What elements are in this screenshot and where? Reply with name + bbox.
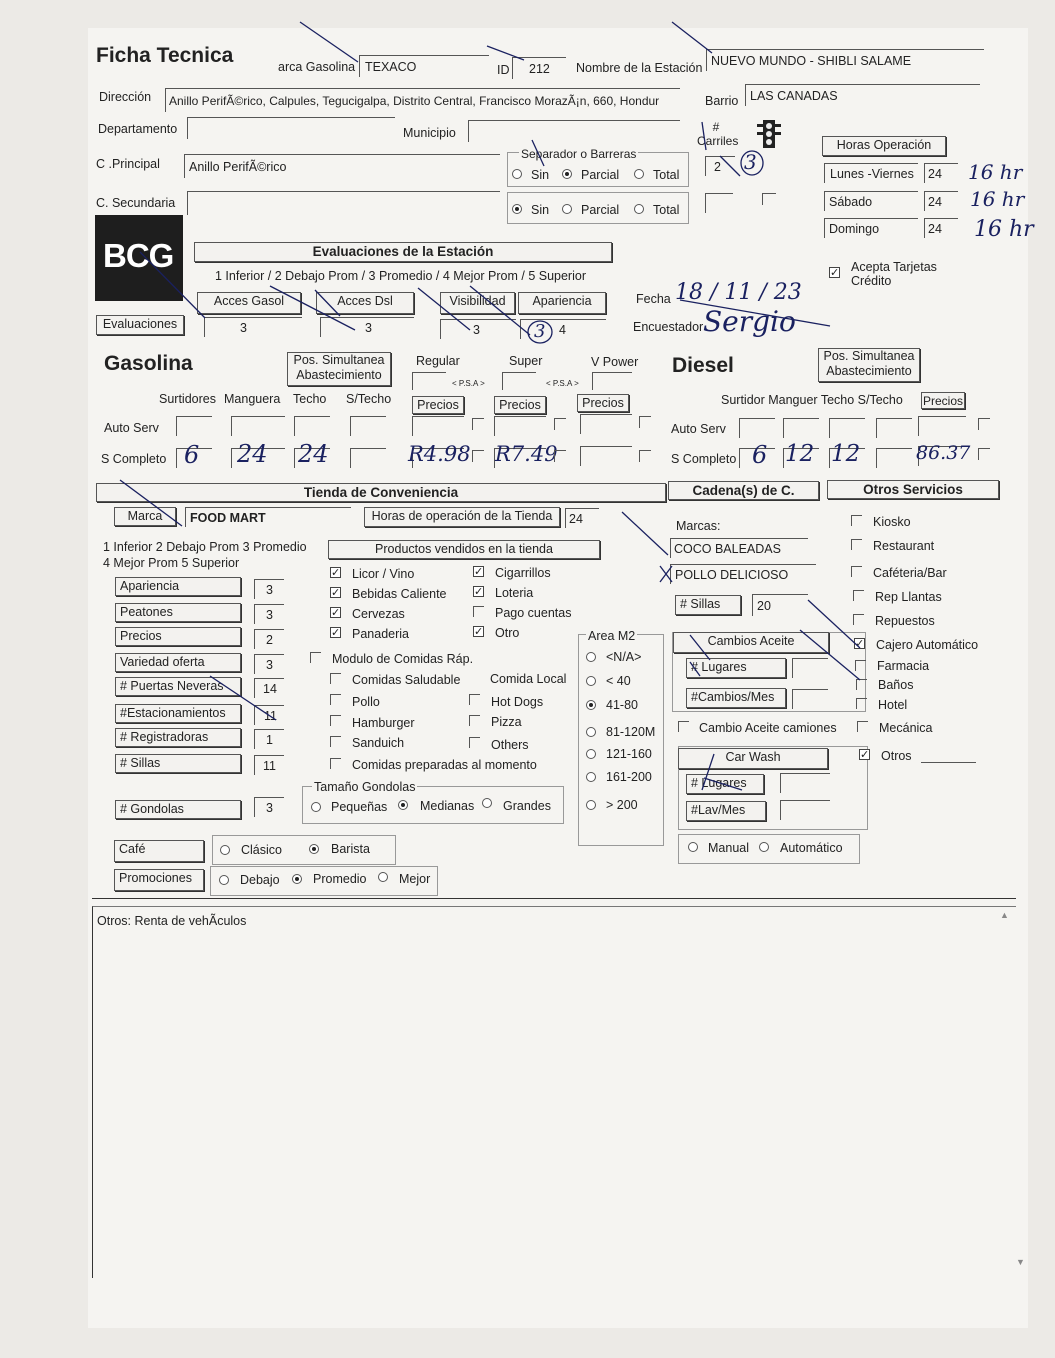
metric-peatones-label: Peatones <box>115 603 241 622</box>
grandes-label: Grandes <box>503 799 551 813</box>
super-label: Super <box>509 354 543 368</box>
promedio-label: Promedio <box>313 872 367 886</box>
visibilidad-hand: 3 <box>534 321 546 342</box>
marca2-field[interactable]: POLLO DELICIOSO <box>670 564 816 584</box>
manual-radio[interactable] <box>688 842 698 852</box>
clasico-radio[interactable] <box>220 845 230 855</box>
id-label: ID <box>497 63 510 77</box>
area-81-120-label: 81-120M <box>606 725 656 739</box>
horas-sabado-field[interactable]: 24 <box>924 191 958 211</box>
notes-text: Otros: Renta de vehÃculos <box>97 914 247 928</box>
gasolina-title: Gasolina <box>104 352 193 375</box>
licor-checkbox[interactable]: ✓ <box>331 567 341 579</box>
cigarrillos-label: Cigarrillos <box>495 566 551 580</box>
psa-label: < P.S.A > <box>546 379 579 388</box>
sc-surtidores-hand: 6 <box>184 441 200 469</box>
metric-apariencia-label: Apariencia <box>115 577 241 596</box>
repuestos-checkbox[interactable] <box>853 614 864 625</box>
s-completo-label: S Completo <box>101 452 167 466</box>
marca1-field[interactable]: COCO BALEADAS <box>670 538 808 558</box>
diesel-cols-label: Surtidor Manguer Techo S/Techo <box>721 393 903 407</box>
diesel-sc-check[interactable] <box>978 448 990 460</box>
carriles2-check[interactable] <box>762 193 776 205</box>
promedio-radio[interactable] <box>292 874 302 884</box>
separador1-sin-radio[interactable] <box>512 169 522 179</box>
carriles2-field[interactable] <box>705 193 733 213</box>
vpower-psa-field[interactable] <box>592 372 632 390</box>
area-41-80-radio[interactable] <box>586 700 596 710</box>
banos-checkbox[interactable] <box>856 679 867 690</box>
scroll-down-icon[interactable]: ▼ <box>1016 1257 1025 1267</box>
municipio-label: Municipio <box>403 126 456 140</box>
encuestador-hand: Sergio <box>703 305 796 338</box>
diesel-sc-precio-hand: 86.37 <box>916 442 971 464</box>
area-na-radio[interactable] <box>586 652 596 662</box>
diesel-sc-manguer-hand: 12 <box>785 441 815 467</box>
rep-llantas-checkbox[interactable] <box>853 590 864 601</box>
acces-dsl-header: Acces Dsl <box>316 292 414 314</box>
evaluaciones-label: Evaluaciones <box>96 315 184 335</box>
diesel-sc-surtidor-hand: 6 <box>752 441 768 469</box>
encuestador-label: Encuestador <box>633 320 704 334</box>
restaurant-checkbox[interactable] <box>851 539 862 550</box>
manual-label: Manual <box>708 841 749 855</box>
tienda-marca-field[interactable]: FOOD MART <box>185 507 351 527</box>
tienda-horas-label: Horas de operación de la Tienda <box>364 507 560 527</box>
diesel-pos-sim: Pos. Simultanea Abastecimiento <box>818 348 920 382</box>
loteria-checkbox[interactable]: ✓ <box>474 586 484 598</box>
diesel-auto-check[interactable] <box>978 418 990 430</box>
metric-registradoras-field[interactable]: 1 <box>254 729 284 749</box>
horas-domingo-hand: 16 hr <box>974 217 1034 242</box>
horas-lunes-label: Lunes -Viernes <box>824 163 918 183</box>
metric-estacionamientos-label: #Estacionamientos <box>115 704 241 723</box>
diesel-auto-surtidor[interactable] <box>739 418 775 438</box>
area-title: Area M2 <box>588 629 636 643</box>
horas-lunes-hand: 16 hr <box>968 160 1023 184</box>
otro-label: Otro <box>495 626 520 640</box>
horas-sabado-label: Sábado <box>824 191 918 211</box>
horas-domingo-label: Domingo <box>824 218 918 238</box>
preparadas-label: Comidas preparadas al momento <box>352 758 537 772</box>
direccion-field[interactable]: Anillo PerifÃ©rico, Calpules, Tegucigalpa, Distrito Central, Francisco MorazÃ¡n, 660, Hondur <box>165 88 680 112</box>
modulo-label: Modulo de Comidas Ráp. <box>332 652 474 666</box>
otros-line <box>921 762 976 763</box>
cambios-aceite-label: Cambios Aceite <box>673 632 829 653</box>
precios-regular: Precios <box>412 396 464 414</box>
hotdogs-label: Hot Dogs <box>491 695 544 709</box>
separador-title: Separador o Barreras <box>521 147 637 161</box>
farmacia-checkbox[interactable] <box>855 660 866 671</box>
auto-super-check[interactable] <box>554 418 566 430</box>
area-41-80-label: 41-80 <box>606 698 638 712</box>
metric-variedad-field[interactable]: 3 <box>254 654 284 674</box>
cprincipal-field[interactable]: Anillo PerifÃ©rico <box>184 154 500 178</box>
tienda-marca-label: Marca <box>114 507 176 526</box>
total-label: Total <box>653 168 680 182</box>
pago-cuentas-label: Pago cuentas <box>495 606 572 620</box>
area-200-label: > 200 <box>606 798 638 812</box>
others-checkbox[interactable] <box>469 737 480 748</box>
sc-stecho[interactable] <box>350 448 386 468</box>
sc-regular-check[interactable] <box>472 450 484 462</box>
debajo-label: Debajo <box>240 873 280 887</box>
area-40-radio[interactable] <box>586 676 596 686</box>
barrio-label: Barrio <box>705 94 739 108</box>
cafeteria-checkbox[interactable] <box>851 566 862 577</box>
sc-vpower[interactable] <box>580 446 632 466</box>
psa-label: < P.S.A > <box>452 379 485 388</box>
clasico-label: Clásico <box>241 843 282 857</box>
marca-field[interactable]: TEXACO <box>359 55 489 77</box>
precios-vpower: Precios <box>577 394 629 412</box>
area-40-label: < 40 <box>606 674 631 688</box>
cigarrillos-checkbox[interactable]: ✓ <box>474 566 484 578</box>
medianas-label: Medianas <box>420 799 475 813</box>
marcas-label: Marcas: <box>676 519 721 533</box>
barista-radio[interactable] <box>309 844 319 854</box>
metric-gondolas-field[interactable]: 3 <box>254 797 284 817</box>
loteria-label: Loteria <box>495 586 534 600</box>
cervezas-checkbox[interactable]: ✓ <box>331 607 341 619</box>
otro-checkbox[interactable]: ✓ <box>474 626 484 638</box>
saludable-label: Comidas Saludable <box>352 673 461 687</box>
diesel-title: Diesel <box>672 354 734 377</box>
horas-sabado-hand: 16 hr <box>970 187 1025 211</box>
diesel-auto-manguer[interactable] <box>783 418 819 438</box>
cambios-lugares-label: # Lugares <box>686 658 786 678</box>
regular-psa-field[interactable] <box>412 372 446 390</box>
metric-puertas-label: # Puertas Neveras <box>115 677 241 696</box>
apariencia-header: Apariencia <box>518 292 606 314</box>
traffic-light-icon <box>755 118 783 150</box>
stecho-label: S/Techo <box>346 392 392 406</box>
sc-vpower-check[interactable] <box>639 450 651 462</box>
diesel-precios: Precios <box>922 394 963 408</box>
auto-regular-check[interactable] <box>472 418 484 430</box>
area-161-200-radio[interactable] <box>586 772 596 782</box>
carriles-label: # Carriles <box>697 120 739 148</box>
sc-super-check[interactable] <box>554 450 566 462</box>
metric-sillas-label: # Sillas <box>115 754 241 773</box>
carwash-lugares-label: # Lugares <box>686 774 764 794</box>
form-title: Ficha Tecnica <box>96 44 234 67</box>
productos-title: Productos vendidos en la tienda <box>328 540 600 559</box>
hotel-label: Hotel <box>878 698 908 712</box>
metric-puertas-field[interactable]: 14 <box>254 678 284 698</box>
sanduich-label: Sanduich <box>352 736 405 750</box>
saludable-checkbox[interactable] <box>330 673 341 684</box>
evaluaciones-scale: 1 Inferior / 2 Debajo Prom / 3 Promedio / 4 Mejor Prom / 5 Superior <box>215 269 586 283</box>
departamento-field[interactable] <box>187 117 395 139</box>
sc-techo-hand: 24 <box>298 440 329 468</box>
fecha-label: Fecha <box>636 292 671 306</box>
barista-label: Barista <box>331 842 370 856</box>
automatico-label: Automático <box>780 841 843 855</box>
cafe-label: Café <box>114 840 204 862</box>
estacion-field[interactable]: NUEVO MUNDO - SHIBLI SALAME <box>706 49 984 71</box>
direccion-label: Dirección <box>99 90 152 104</box>
pizza-label: Pizza <box>491 715 522 729</box>
visibilidad-header: Visibilidad <box>440 292 515 314</box>
camiones-label: Cambio Aceite camiones <box>699 721 837 735</box>
comida-local-label: Comida Local <box>490 672 567 686</box>
restaurant-label: Restaurant <box>873 539 935 553</box>
area-200-radio[interactable] <box>586 800 596 810</box>
pago-cuentas-checkbox[interactable] <box>473 606 484 617</box>
lav-mes-field[interactable] <box>780 800 830 820</box>
sin-label: Sin <box>531 203 550 217</box>
diesel-auto-precio[interactable] <box>918 416 966 436</box>
area-na-label: <N/A> <box>606 650 642 664</box>
metric-sillas-field[interactable]: 11 <box>254 755 284 775</box>
rep-llantas-label: Rep Llantas <box>875 590 942 604</box>
bebidas-checkbox[interactable]: ✓ <box>331 587 341 599</box>
grandes-radio[interactable] <box>482 798 492 808</box>
cajero-checkbox[interactable]: ✓ <box>855 638 865 650</box>
hotdogs-checkbox[interactable] <box>469 694 480 705</box>
diesel-auto-techo[interactable] <box>829 418 865 438</box>
area-121-160-radio[interactable] <box>586 749 596 759</box>
acces-gasol-header: Acces Gasol <box>197 292 301 314</box>
cprincipal-label: C .Principal <box>96 157 160 171</box>
carriles-hand: 3 <box>744 150 757 174</box>
metric-gondolas-label: # Gondolas <box>115 800 241 819</box>
marca-label: arca Gasolina <box>278 60 356 74</box>
tienda-scale1: 1 Inferior 2 Debajo Prom 3 Promedio <box>103 540 307 554</box>
farmacia-label: Farmacia <box>877 659 930 673</box>
tienda-scale2: 4 Mejor Prom 5 Superior <box>103 556 240 570</box>
pizza-checkbox[interactable] <box>469 715 480 726</box>
cajero-label: Cajero Automático <box>876 638 979 652</box>
auto-super[interactable] <box>494 416 546 436</box>
sc-super-hand: R7.49 <box>495 442 558 466</box>
horas-domingo-field[interactable]: 24 <box>924 218 958 238</box>
auto-techo[interactable] <box>294 416 330 436</box>
metric-estacionamientos-field[interactable]: 11 <box>254 705 284 725</box>
otros-servicios-title: Otros Servicios <box>827 480 999 499</box>
metric-peatones-field[interactable]: 3 <box>254 604 284 624</box>
auto-vpower-check[interactable] <box>639 416 651 428</box>
barrio-field[interactable]: LAS CANADAS <box>745 84 980 106</box>
pollo-label: Pollo <box>352 695 380 709</box>
carriles-field[interactable]: 2 <box>705 156 735 176</box>
area-group <box>578 634 664 846</box>
carwash-label: Car Wash <box>678 748 828 769</box>
regular-label: Regular <box>416 354 460 368</box>
separador1-total-radio[interactable] <box>634 169 644 179</box>
cambios-mes-field[interactable] <box>792 689 828 709</box>
bcg-logo: BCG <box>95 215 183 301</box>
cervezas-label: Cervezas <box>352 607 405 621</box>
panaderia-label: Panaderia <box>352 627 409 641</box>
metric-precios-label: Precios <box>115 627 241 646</box>
auto-serv-label: Auto Serv <box>104 421 159 435</box>
csecundaria-field[interactable] <box>187 191 500 215</box>
bebidas-label: Bebidas Caliente <box>352 587 447 601</box>
pequenas-radio[interactable] <box>311 802 321 812</box>
medianas-radio[interactable] <box>398 800 408 810</box>
metric-apariencia-field[interactable]: 3 <box>254 579 284 599</box>
others-label: Others <box>491 738 529 752</box>
panaderia-checkbox[interactable]: ✓ <box>331 627 341 639</box>
mejor-label: Mejor <box>399 872 431 886</box>
licor-label: Licor / Vino <box>352 567 415 581</box>
diesel-sc-techo-hand: 12 <box>831 441 861 467</box>
hotel-checkbox[interactable] <box>856 698 867 709</box>
scroll-up-icon[interactable]: ▲ <box>1000 910 1009 920</box>
gasolina-pos-sim: Pos. Simultanea Abastecimiento <box>287 352 391 386</box>
tamano-label: Tamaño Gondolas <box>314 780 416 794</box>
tienda-title: Tienda de Conveniencia <box>96 483 666 502</box>
separador2-parcial-radio[interactable] <box>562 204 572 214</box>
separador1-parcial-radio[interactable] <box>562 169 572 179</box>
diesel-auto-stecho[interactable] <box>876 418 912 438</box>
metric-registradoras-label: # Registradoras <box>115 728 241 747</box>
surtidores-label: Surtidores <box>159 392 216 406</box>
vpower-label: V Power <box>591 355 639 369</box>
cadena-title: Cadena(s) de C. <box>668 481 819 500</box>
cambios-mes-label: #Cambios/Mes <box>686 688 786 708</box>
cafeteria-label: Caféteria/Bar <box>873 566 947 580</box>
departamento-label: Departamento <box>98 122 178 136</box>
auto-stecho[interactable] <box>350 416 386 436</box>
visibilidad-field[interactable]: 3 <box>440 319 516 339</box>
municipio-field[interactable] <box>468 120 680 142</box>
auto-surtidores[interactable] <box>176 416 212 436</box>
cambios-lugares-field[interactable] <box>792 658 828 678</box>
sc-manguera-hand: 24 <box>237 440 268 468</box>
id-field[interactable]: 212 <box>512 57 566 79</box>
sc-regular-hand: R4.98 <box>408 442 471 466</box>
camiones-checkbox[interactable] <box>678 721 689 732</box>
hamburger-label: Hamburger <box>352 716 415 730</box>
csecundaria-label: C. Secundaria <box>96 196 176 210</box>
super-psa-field[interactable] <box>502 372 536 390</box>
automatico-radio[interactable] <box>759 842 769 852</box>
debajo-radio[interactable] <box>219 875 229 885</box>
fecha-hand: 18 / 11 / 23 <box>675 280 802 305</box>
total-label: Total <box>653 203 680 217</box>
mecanica-label: Mecánica <box>879 721 933 735</box>
separador2-total-radio[interactable] <box>634 204 644 214</box>
tarjetas-checkbox[interactable]: ✓ <box>830 267 840 279</box>
carwash-lugares-field[interactable] <box>780 773 830 793</box>
tienda-horas-field[interactable]: 24 <box>565 508 599 528</box>
auto-vpower[interactable] <box>580 414 632 434</box>
notes-textarea[interactable] <box>92 906 1016 1278</box>
estacion-label: Nombre de la Estación <box>576 61 703 75</box>
parcial-label: Parcial <box>581 168 620 182</box>
hamburger-checkbox[interactable] <box>330 715 341 726</box>
diesel-s-completo-label: S Completo <box>671 452 737 466</box>
precios-super: Precios <box>494 396 546 414</box>
evaluaciones-title: Evaluaciones de la Estación <box>194 242 612 262</box>
auto-regular[interactable] <box>412 416 464 436</box>
banos-label: Baños <box>878 678 914 692</box>
parcial-label: Parcial <box>581 203 620 217</box>
manguera-label: Manguera <box>224 392 281 406</box>
auto-manguera[interactable] <box>231 416 285 436</box>
modulo-checkbox[interactable] <box>310 652 321 663</box>
otros-label: Otros <box>881 749 912 763</box>
horas-lunes-field[interactable]: 24 <box>924 163 958 183</box>
diesel-sc-stecho[interactable] <box>876 448 912 468</box>
sin-label: Sin <box>531 168 550 182</box>
preparadas-checkbox[interactable] <box>330 758 341 769</box>
acces-dsl-field[interactable]: 3 <box>320 317 414 337</box>
promociones-label: Promociones <box>114 869 204 891</box>
repuestos-label: Repuestos <box>875 614 935 628</box>
mejor-radio[interactable] <box>378 872 388 882</box>
cadena-sillas-label: # Sillas <box>675 595 741 615</box>
pollo-checkbox[interactable] <box>330 694 341 705</box>
kiosko-label: Kiosko <box>873 515 911 529</box>
techo-label: Techo <box>293 392 327 406</box>
horas-title: Horas Operación <box>822 136 946 156</box>
area-161-200-label: 161-200 <box>606 770 652 784</box>
metric-variedad-label: Variedad oferta <box>115 653 241 672</box>
acces-gasol-field[interactable]: 3 <box>204 317 302 337</box>
area-121-160-label: 121-160 <box>606 747 652 761</box>
lav-mes-label: #Lav/Mes <box>686 801 766 821</box>
apariencia-field[interactable]: 4 <box>520 319 606 339</box>
pequenas-label: Pequeñas <box>331 800 388 814</box>
cadena-sillas-field[interactable]: 20 <box>752 594 808 616</box>
tarjetas-label: Acepta Tarjetas Crédito <box>851 260 937 288</box>
sanduich-checkbox[interactable] <box>330 736 341 747</box>
diesel-auto-serv-label: Auto Serv <box>671 422 726 436</box>
metric-precios-field[interactable]: 2 <box>254 629 284 649</box>
otros-checkbox[interactable]: ✓ <box>860 749 870 761</box>
notes-divider <box>92 898 1016 899</box>
area-81-120-radio[interactable] <box>586 727 596 737</box>
mecanica-checkbox[interactable] <box>857 721 868 732</box>
separador2-sin-radio[interactable] <box>512 204 522 214</box>
kiosko-checkbox[interactable] <box>851 515 862 526</box>
